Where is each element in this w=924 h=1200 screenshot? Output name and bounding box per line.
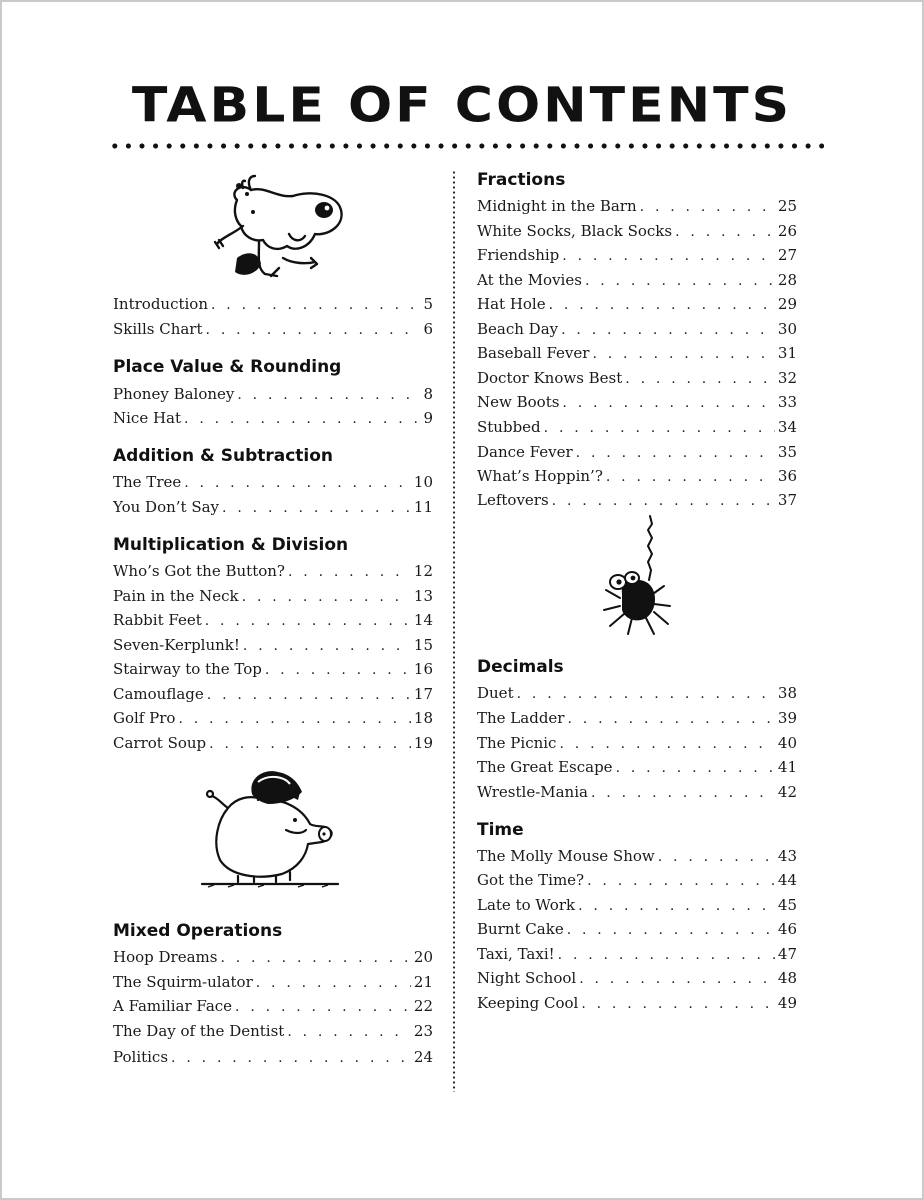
toc-entry[interactable]: Stubbed . . . 34 — [477, 417, 797, 438]
toc-entry[interactable]: The Ladder . . . 39 — [477, 708, 797, 729]
toc-entry[interactable]: Stairway to the Top . . . 16 — [113, 659, 433, 680]
toc-entry[interactable]: Dance Fever . . . 35 — [477, 442, 797, 463]
toc-entry[interactable]: Phoney Baloney . . . 8 — [113, 384, 433, 405]
toc-entry[interactable]: White Socks, Black Socks . . . 26 — [477, 221, 797, 242]
toc-entry[interactable]: At the Movies . . . 28 — [477, 270, 797, 291]
toc-entry[interactable]: Hat Hole . . . 29 — [477, 294, 797, 315]
dog-illustration — [207, 172, 347, 284]
toc-entry[interactable]: You Don’t Say . . . 11 — [113, 497, 433, 518]
toc-entry[interactable]: Carrot Soup . . . 19 — [113, 733, 433, 754]
toc-entry[interactable]: The Tree . . . 10 — [113, 472, 433, 493]
toc-entry[interactable]: Leftovers . . . 37 — [477, 490, 797, 511]
toc-entry[interactable]: Got the Time? . . . 44 — [477, 870, 797, 891]
pig-illustration — [198, 764, 348, 892]
toc-entry[interactable]: Hoop Dreams . . . 20 — [113, 947, 433, 968]
toc-entry[interactable]: Midnight in the Barn . . . 25 — [477, 196, 797, 217]
toc-entry[interactable]: Beach Day . . . 30 — [477, 319, 797, 340]
toc-entry[interactable]: Duet . . . 38 — [477, 683, 797, 704]
section-heading-fractions: Fractions — [477, 170, 566, 190]
page-title: TABLE OF CONTENTS — [131, 78, 793, 134]
toc-entry[interactable]: Late to Work . . . 45 — [477, 895, 797, 916]
toc-entry[interactable]: Camouflage . . . 17 — [113, 684, 433, 705]
toc-entry[interactable]: The Molly Mouse Show . . . 43 — [477, 846, 797, 867]
toc-entry[interactable]: New Boots . . . 33 — [477, 392, 797, 413]
toc-entry[interactable]: Pain in the Neck . . . 13 — [113, 586, 433, 607]
section-heading-place-value: Place Value & Rounding — [113, 357, 342, 377]
toc-entry[interactable]: What’s Hoppin’? . . . 36 — [477, 466, 797, 487]
toc-entry[interactable]: The Picnic . . . 40 — [477, 733, 797, 754]
toc-entry[interactable]: The Great Escape . . . 41 — [477, 757, 797, 778]
toc-entry[interactable]: Introduction . . . 5 — [113, 294, 433, 315]
toc-entry[interactable]: Taxi, Taxi! . . . 47 — [477, 944, 797, 965]
section-heading-time: Time — [477, 820, 524, 840]
toc-entry[interactable]: The Day of the Dentist . . . 23 — [113, 1021, 433, 1042]
toc-entry[interactable]: Politics . . . 24 — [113, 1047, 433, 1068]
toc-entry[interactable]: Seven-Kerplunk! . . . 15 — [113, 635, 433, 656]
toc-entry[interactable]: Rabbit Feet . . . 14 — [113, 610, 433, 631]
toc-entry[interactable]: Baseball Fever . . . 31 — [477, 343, 797, 364]
toc-entry[interactable]: Keeping Cool . . . 49 — [477, 993, 797, 1014]
toc-entry[interactable]: Who’s Got the Button? . . . 12 — [113, 561, 433, 582]
section-heading-addition: Addition & Subtraction — [113, 446, 334, 466]
toc-entry[interactable]: Wrestle-Mania . . . 42 — [477, 782, 797, 803]
toc-entry[interactable]: Nice Hat . . . 9 — [113, 408, 433, 429]
column-divider — [453, 170, 455, 1092]
toc-entry[interactable]: Skills Chart . . . 6 — [113, 319, 433, 340]
toc-entry[interactable]: Doctor Knows Best . . . 32 — [477, 368, 797, 389]
section-heading-multiplication: Multiplication & Division — [113, 535, 349, 555]
spider-illustration — [598, 514, 678, 642]
dotted-divider — [108, 142, 824, 150]
toc-entry[interactable]: Friendship . . . 27 — [477, 245, 797, 266]
section-heading-decimals: Decimals — [477, 657, 564, 677]
toc-entry[interactable]: Golf Pro . . . 18 — [113, 708, 433, 729]
toc-entry[interactable]: The Squirm-ulator . . . 21 — [113, 972, 433, 993]
toc-entry[interactable]: Burnt Cake . . . 46 — [477, 919, 797, 940]
toc-entry[interactable]: A Familiar Face . . . 22 — [113, 996, 433, 1017]
section-heading-mixed: Mixed Operations — [113, 921, 283, 941]
toc-entry[interactable]: Night School . . . 48 — [477, 968, 797, 989]
